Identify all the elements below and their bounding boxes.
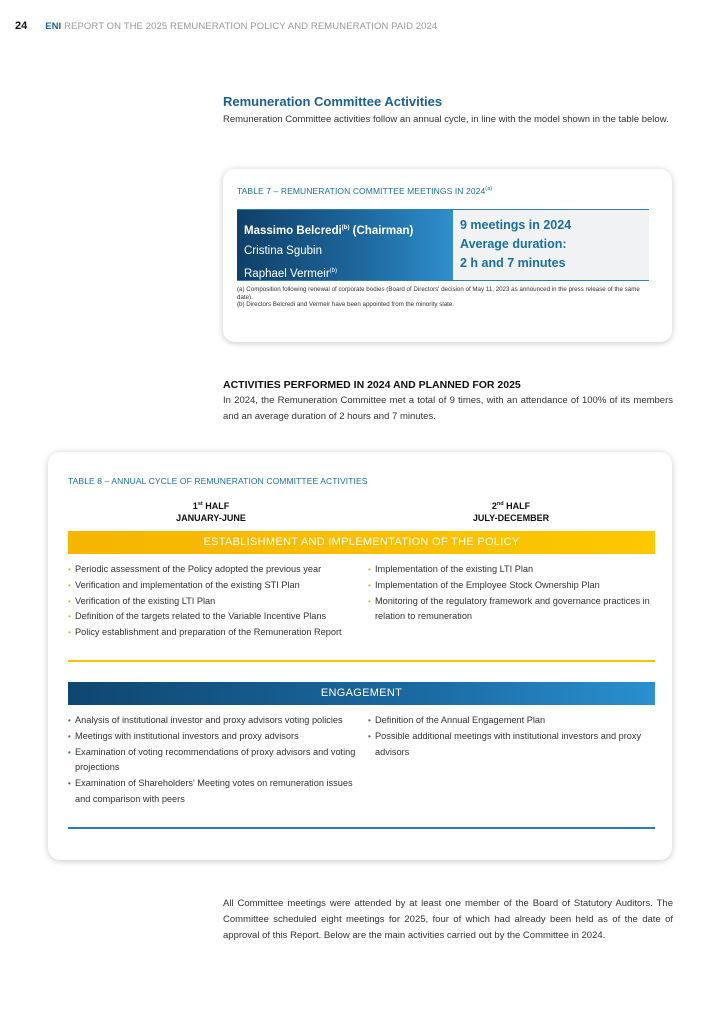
establishment-second-half-list — [368, 562, 658, 625]
average-duration-label: Average duration: — [460, 237, 567, 251]
list-item: • Possible additional meetings with institutional investors and proxy advisors — [368, 729, 658, 761]
list-item: • Periodic assessment of the Policy adopted the previous year — [68, 562, 358, 578]
table7-title: TABLE 7 – REMUNERATION COMMITTEE MEETINGS IN 2024$^{(a)}$ — [237, 186, 493, 196]
list-item: • Definition of the targets related to the Variable Incentive Plans — [68, 609, 358, 625]
engagement-bar: ENGAGEMENT — [68, 682, 655, 705]
establishment-first-half-list — [68, 562, 358, 641]
brand-label: ENI — [45, 21, 62, 32]
table7-card — [223, 169, 672, 342]
intro-section — [223, 94, 673, 128]
meetings-count: 9 meetings in 2024 — [460, 218, 572, 232]
activities-heading: ACTIVITIES PERFORMED IN 2024 AND PLANNED FOR 2025 — [223, 379, 521, 391]
activities-section — [223, 379, 673, 425]
committee-composition — [237, 209, 649, 281]
footnote-b: (b) Directors Belcredi and Vermeir have been appointed from the minority slate. — [237, 301, 455, 308]
meeting-stats — [453, 210, 649, 280]
closing-text: All Committee meetings were attended by at least one member of the Board of Statutory Auditors. The Committee scheduled eight meetings for 2025, four of which had already been held as of the date of approval of this Report. Below are the main activities carried out by the Committee in 2024. — [223, 898, 673, 941]
engagement-divider — [68, 827, 655, 829]
member-chairman: Massimo Belcredi$^{(b)}$ (Chairman) — [244, 224, 414, 237]
establishment-divider — [68, 660, 655, 662]
document-title: REPORT ON THE 2025 REMUNERATION POLICY AND REMUNERATION PAID 2024 — [64, 21, 438, 32]
table8-card — [48, 452, 672, 860]
list-item: • Definition of the Annual Engagement Plan — [368, 713, 658, 729]
engagement-second-half-list — [368, 713, 658, 760]
footnote-a: (a) Composition following renewal of corporate bodies (Board of Directors' decision of May 11, 2023 as announced in the press release of the same date). — [237, 286, 640, 301]
list-item: • Examination of Shareholders' Meeting votes on remuneration issues and comparison with peers — [68, 776, 358, 808]
intro-text: Remuneration Committee activities follow an annual cycle, in line with the model shown in the table below. — [223, 114, 669, 125]
committee-members — [237, 210, 453, 280]
list-item: • Monitoring of the regulatory framework and governance practices in relation to remuneration — [368, 594, 658, 626]
engagement-first-half-list — [68, 713, 358, 808]
list-item: • Policy establishment and preparation of the Remuneration Report — [68, 625, 358, 641]
table7-notes — [237, 286, 649, 309]
second-half-header: 2nd HALF JULY-DECEMBER — [472, 501, 550, 523]
member: Cristina Sgubin — [244, 244, 322, 257]
table8-title: TABLE 8 – ANNUAL CYCLE OF REMUNERATION COMMITTEE ACTIVITIES — [68, 476, 368, 486]
average-duration-value: 2 h and 7 minutes — [460, 256, 566, 270]
establishment-bar: ESTABLISHMENT AND IMPLEMENTATION OF THE POLICY — [68, 531, 655, 554]
intro-heading: Remuneration Committee Activities — [223, 94, 443, 109]
list-item: • Verification and implementation of the existing STI Plan — [68, 578, 358, 594]
first-half-header: 1st HALF JANUARY-JUNE — [176, 501, 246, 523]
page-header — [15, 20, 437, 34]
page-number: 24 — [15, 20, 28, 32]
list-item: • Implementation of the Employee Stock Ownership Plan — [368, 578, 658, 594]
list-item: • Implementation of the existing LTI Plan — [368, 562, 658, 578]
list-item: • Meetings with institutional investors and proxy advisors — [68, 729, 358, 745]
list-item: • Verification of the existing LTI Plan — [68, 594, 358, 610]
list-item: • Examination of voting recommendations of proxy advisors and voting projections — [68, 745, 358, 777]
activities-text: In 2024, the Remuneration Committee met a total of 9 times, with an attendance of 100% of its members and an average duration of 2 hours and 7 minutes. — [223, 395, 673, 422]
member: Raphael Vermeir$^{(b)}$ — [244, 267, 337, 280]
list-item: • Analysis of institutional investor and proxy advisors voting policies — [68, 713, 358, 729]
